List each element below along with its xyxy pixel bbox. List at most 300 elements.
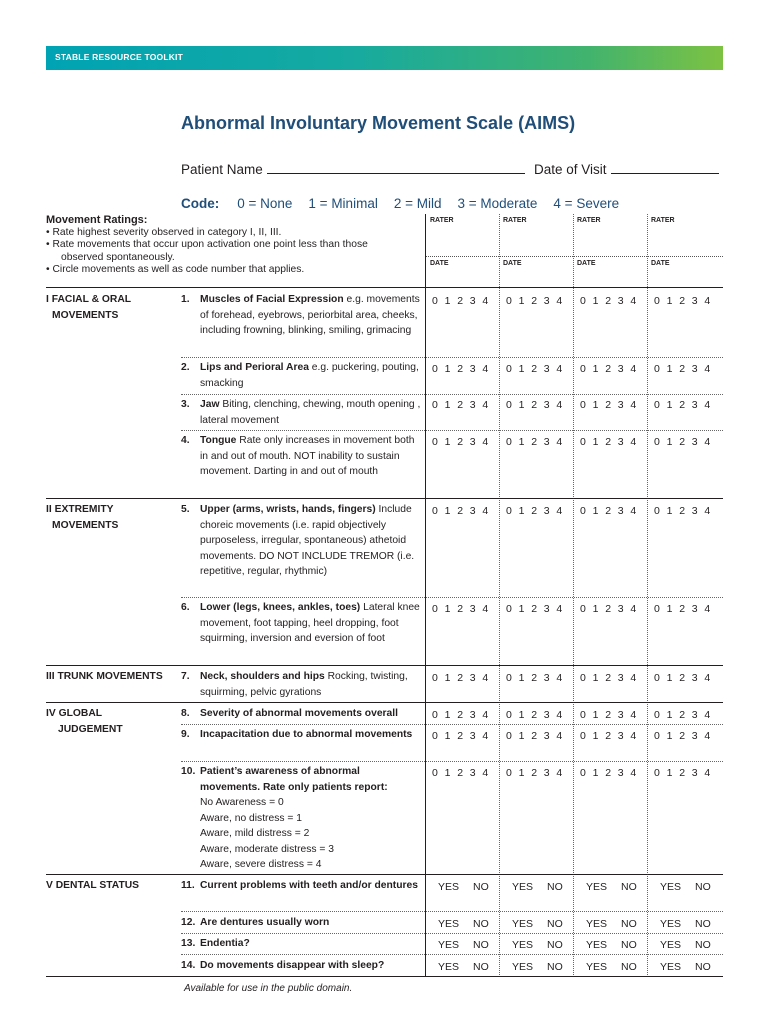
no-option[interactable]: NO [547, 961, 563, 973]
score-options [580, 436, 643, 448]
score-option[interactable]: 3 [691, 363, 698, 375]
item-number: 11. [181, 880, 195, 891]
score-option[interactable]: 2 [679, 505, 686, 517]
yes-no-options [586, 918, 637, 930]
score-option[interactable]: 4 [630, 295, 637, 307]
score-option[interactable]: 1 [444, 363, 451, 375]
score-option[interactable]: 4 [556, 505, 563, 517]
score-option[interactable]: 0 [580, 603, 586, 615]
score-option[interactable]: 3 [691, 730, 698, 742]
score-option[interactable]: 4 [630, 505, 637, 517]
item-title: Are dentures usually worn [200, 917, 330, 928]
score-option[interactable]: 2 [457, 295, 464, 307]
score-option[interactable]: 1 [444, 603, 451, 615]
score-option[interactable]: 3 [617, 672, 624, 684]
yes-option[interactable]: YES [586, 961, 608, 973]
score-option[interactable]: 4 [482, 603, 489, 615]
score-option[interactable]: 0 [580, 363, 586, 375]
score-option[interactable]: 1 [666, 672, 673, 684]
yes-option[interactable]: YES [660, 881, 682, 893]
score-option[interactable]: 0 [506, 363, 512, 375]
score-option[interactable]: 2 [531, 363, 538, 375]
score-option[interactable]: 4 [556, 363, 563, 375]
score-option[interactable]: 0 [654, 603, 660, 615]
no-option[interactable]: NO [695, 918, 711, 930]
score-options [432, 363, 495, 375]
no-option[interactable]: NO [547, 918, 563, 930]
score-option[interactable]: 1 [666, 767, 673, 779]
score-option[interactable]: 1 [518, 709, 525, 721]
score-option[interactable]: 0 [580, 505, 586, 517]
score-option[interactable]: 0 [654, 767, 660, 779]
score-option[interactable]: 4 [630, 603, 637, 615]
score-options [580, 730, 643, 742]
score-options [580, 399, 643, 411]
item-title: Neck, shoulders and hips [200, 671, 325, 682]
score-option[interactable]: 0 [654, 505, 660, 517]
score-options [506, 730, 569, 742]
score-option[interactable]: 1 [666, 730, 673, 742]
score-option[interactable]: 4 [482, 730, 489, 742]
score-option[interactable]: 3 [617, 399, 624, 411]
category-dental [46, 878, 139, 894]
score-option[interactable]: 0 [506, 436, 512, 448]
score-option[interactable]: 2 [457, 436, 464, 448]
date-of-visit-underline[interactable] [611, 162, 719, 174]
score-option[interactable]: 1 [444, 505, 451, 517]
score-option[interactable]: 2 [605, 730, 612, 742]
rater-column-2[interactable] [499, 214, 573, 286]
score-option[interactable]: 4 [482, 295, 489, 307]
score-option[interactable]: 4 [482, 363, 489, 375]
score-options [654, 709, 717, 721]
no-option[interactable]: NO [695, 961, 711, 973]
score-option[interactable]: 4 [482, 767, 489, 779]
score-option[interactable]: 3 [691, 603, 698, 615]
score-option[interactable]: 1 [518, 730, 525, 742]
awareness-option: Aware, no distress = 1 [200, 812, 302, 824]
score-option[interactable]: 3 [469, 603, 476, 615]
score-option[interactable]: 4 [704, 363, 711, 375]
score-option[interactable]: 4 [704, 505, 711, 517]
date-label: DATE [503, 260, 522, 267]
score-option[interactable]: 2 [679, 672, 686, 684]
score-option[interactable]: 3 [691, 505, 698, 517]
score-option[interactable]: 1 [444, 436, 451, 448]
score-option[interactable]: 3 [617, 730, 624, 742]
score-option[interactable]: 1 [592, 672, 599, 684]
category-label: I FACIAL & ORAL [46, 294, 132, 305]
score-option[interactable]: 1 [592, 505, 599, 517]
score-option[interactable]: 2 [457, 363, 464, 375]
item-1 [181, 292, 421, 339]
score-option[interactable]: 2 [679, 436, 686, 448]
score-option[interactable]: 0 [432, 505, 438, 517]
score-option[interactable]: 0 [506, 709, 512, 721]
score-option[interactable]: 1 [592, 399, 599, 411]
score-option[interactable]: 4 [704, 672, 711, 684]
score-option[interactable]: 4 [630, 767, 637, 779]
awareness-option: Aware, severe distress = 4 [200, 859, 322, 870]
no-option[interactable]: NO [621, 881, 637, 893]
score-option[interactable]: 0 [654, 709, 660, 721]
score-option[interactable]: 4 [482, 709, 489, 721]
no-option[interactable]: NO [473, 918, 489, 930]
score-option[interactable]: 3 [469, 295, 476, 307]
no-option[interactable]: NO [547, 939, 563, 951]
score-option[interactable]: 4 [556, 603, 563, 615]
score-option[interactable]: 0 [506, 603, 512, 615]
score-option[interactable]: 2 [457, 709, 464, 721]
score-option[interactable]: 4 [704, 436, 711, 448]
score-option[interactable]: 4 [556, 399, 563, 411]
score-option[interactable]: 4 [630, 709, 637, 721]
score-option[interactable]: 0 [654, 363, 660, 375]
no-option[interactable]: NO [547, 881, 563, 893]
score-option[interactable]: 2 [457, 730, 464, 742]
patient-name-field[interactable] [181, 162, 525, 177]
score-option[interactable]: 4 [704, 295, 711, 307]
score-option[interactable]: 0 [432, 295, 438, 307]
category-extremity [46, 502, 118, 533]
score-option[interactable]: 1 [518, 399, 525, 411]
score-option[interactable]: 3 [617, 603, 624, 615]
score-option[interactable]: 1 [444, 730, 451, 742]
score-option[interactable]: 4 [704, 767, 711, 779]
score-option[interactable]: 1 [444, 767, 451, 779]
score-option[interactable]: 0 [506, 730, 512, 742]
row-divider [181, 357, 723, 358]
yes-option[interactable]: YES [512, 961, 534, 973]
item-number: 1. [181, 294, 190, 305]
yes-option[interactable]: YES [586, 881, 608, 893]
score-option[interactable]: 4 [630, 399, 637, 411]
score-option[interactable]: 3 [469, 730, 476, 742]
score-option[interactable]: 0 [432, 672, 438, 684]
score-option[interactable]: 3 [691, 767, 698, 779]
rater-column-3[interactable] [573, 214, 647, 286]
score-option[interactable]: 3 [617, 363, 624, 375]
score-option[interactable]: 1 [518, 603, 525, 615]
page-title: Abnormal Involuntary Movement Scale (AIMS) [181, 113, 576, 133]
awareness-option: No Awareness = 0 [200, 797, 284, 808]
score-option[interactable]: 1 [518, 767, 525, 779]
score-option[interactable]: 0 [432, 709, 438, 721]
item-title: Severity of abnormal movements overall [200, 708, 399, 719]
date-label: DATE [430, 260, 449, 267]
score-option[interactable]: 0 [654, 295, 660, 307]
score-option[interactable]: 2 [605, 399, 612, 411]
score-option[interactable]: 1 [592, 295, 599, 307]
score-option[interactable]: 0 [580, 672, 586, 684]
item-number: 7. [181, 671, 190, 682]
score-option[interactable]: 1 [592, 730, 599, 742]
score-option[interactable]: 2 [605, 709, 612, 721]
score-option[interactable]: 0 [506, 505, 512, 517]
score-option[interactable]: 2 [531, 730, 538, 742]
yes-option[interactable]: YES [438, 881, 460, 893]
score-option[interactable]: 4 [704, 603, 711, 615]
score-option[interactable]: 0 [580, 436, 586, 448]
score-option[interactable]: 2 [531, 709, 538, 721]
score-option[interactable]: 3 [617, 767, 624, 779]
item-4 [181, 433, 421, 480]
score-option[interactable]: 2 [531, 672, 538, 684]
score-option[interactable]: 3 [543, 505, 550, 517]
score-option[interactable]: 4 [556, 672, 563, 684]
score-option[interactable]: 2 [457, 505, 464, 517]
item-description: e.g. puckering, pouting, smacking [200, 362, 419, 389]
rater-column-1[interactable] [426, 214, 499, 286]
score-option[interactable]: 1 [592, 363, 599, 375]
score-option[interactable]: 4 [556, 730, 563, 742]
yes-option[interactable]: YES [660, 961, 682, 973]
yes-option[interactable]: YES [438, 918, 460, 930]
score-option[interactable]: 3 [543, 767, 550, 779]
score-option[interactable]: 2 [605, 295, 612, 307]
yes-option[interactable]: YES [586, 939, 608, 951]
score-option[interactable]: 3 [469, 505, 476, 517]
score-option[interactable]: 3 [543, 295, 550, 307]
score-options [654, 295, 717, 307]
code-legend [181, 196, 635, 211]
yes-no-options [512, 881, 563, 893]
score-option[interactable]: 2 [679, 295, 686, 307]
date-of-visit-field[interactable] [534, 162, 719, 177]
score-option[interactable]: 3 [469, 709, 476, 721]
section-divider [46, 874, 723, 875]
score-option[interactable]: 1 [518, 363, 525, 375]
score-option[interactable]: 4 [482, 436, 489, 448]
score-option[interactable]: 1 [592, 767, 599, 779]
item-description: Rocking, twisting, squirming, pelvic gyrations [200, 671, 408, 698]
score-option[interactable]: 1 [666, 709, 673, 721]
score-option[interactable]: 0 [432, 767, 438, 779]
score-option[interactable]: 3 [543, 399, 550, 411]
score-options [432, 730, 495, 742]
no-option[interactable]: NO [621, 939, 637, 951]
table-bottom [46, 976, 723, 977]
ratings-heading: Movement Ratings: [46, 214, 148, 226]
score-option[interactable]: 3 [617, 436, 624, 448]
score-option[interactable]: 3 [617, 295, 624, 307]
score-option[interactable]: 1 [444, 399, 451, 411]
score-option[interactable]: 0 [654, 436, 660, 448]
no-option[interactable]: NO [473, 881, 489, 893]
score-option[interactable]: 2 [605, 505, 612, 517]
category-global [46, 706, 123, 737]
score-option[interactable]: 4 [630, 436, 637, 448]
score-option[interactable]: 0 [432, 363, 438, 375]
score-option[interactable]: 2 [605, 603, 612, 615]
score-option[interactable]: 4 [482, 399, 489, 411]
score-option[interactable]: 3 [469, 363, 476, 375]
score-option[interactable]: 3 [691, 672, 698, 684]
score-option[interactable]: 2 [531, 295, 538, 307]
yes-option[interactable]: YES [586, 918, 608, 930]
item-7 [181, 669, 421, 700]
score-option[interactable]: 0 [580, 730, 586, 742]
score-options [580, 767, 643, 779]
score-option[interactable]: 4 [556, 709, 563, 721]
score-options [506, 295, 569, 307]
score-options [654, 399, 717, 411]
score-option[interactable]: 3 [469, 672, 476, 684]
item-title: Tongue [200, 435, 237, 446]
score-option[interactable]: 3 [543, 730, 550, 742]
score-option[interactable]: 1 [592, 603, 599, 615]
score-option[interactable]: 1 [666, 399, 673, 411]
score-option[interactable]: 0 [432, 436, 438, 448]
score-options [432, 399, 495, 411]
score-option[interactable]: 2 [605, 767, 612, 779]
score-option[interactable]: 2 [679, 399, 686, 411]
score-option[interactable]: 0 [506, 767, 512, 779]
score-options [506, 363, 569, 375]
item-title: Lips and Perioral Area [200, 362, 309, 373]
score-option[interactable]: 2 [605, 363, 612, 375]
score-option[interactable]: 2 [457, 672, 464, 684]
row-divider [181, 761, 723, 762]
score-option[interactable]: 4 [482, 505, 489, 517]
score-options [580, 672, 643, 684]
score-option[interactable]: 2 [679, 709, 686, 721]
score-option[interactable]: 0 [654, 672, 660, 684]
score-option[interactable]: 3 [691, 399, 698, 411]
yes-option[interactable]: YES [660, 918, 682, 930]
score-option[interactable]: 1 [666, 363, 673, 375]
score-option[interactable]: 1 [666, 603, 673, 615]
score-option[interactable]: 4 [704, 730, 711, 742]
score-option[interactable]: 0 [580, 399, 586, 411]
score-option[interactable]: 2 [605, 436, 612, 448]
score-option[interactable]: 1 [592, 709, 599, 721]
score-option[interactable]: 2 [679, 363, 686, 375]
score-option[interactable]: 1 [592, 436, 599, 448]
yes-option[interactable]: YES [512, 918, 534, 930]
score-option[interactable]: 3 [469, 767, 476, 779]
score-option[interactable]: 3 [691, 709, 698, 721]
score-option[interactable]: 2 [457, 603, 464, 615]
score-option[interactable]: 4 [630, 672, 637, 684]
score-option[interactable]: 2 [457, 399, 464, 411]
score-option[interactable]: 0 [506, 672, 512, 684]
score-option[interactable]: 2 [531, 767, 538, 779]
score-option[interactable]: 0 [506, 399, 512, 411]
score-option[interactable]: 0 [654, 399, 660, 411]
rater-label: RATER [651, 217, 675, 224]
score-option[interactable]: 0 [432, 730, 438, 742]
score-option[interactable]: 1 [444, 709, 451, 721]
score-option[interactable]: 2 [457, 767, 464, 779]
yes-option[interactable]: YES [512, 939, 534, 951]
score-options [432, 436, 495, 448]
score-option[interactable]: 3 [617, 505, 624, 517]
yes-no-options [660, 961, 711, 973]
score-option[interactable]: 4 [556, 767, 563, 779]
score-option[interactable]: 1 [666, 436, 673, 448]
score-option[interactable]: 1 [518, 505, 525, 517]
score-option[interactable]: 3 [469, 436, 476, 448]
score-option[interactable]: 0 [506, 295, 512, 307]
item-11 [181, 878, 421, 894]
section-divider [46, 702, 723, 703]
yes-option[interactable]: YES [660, 939, 682, 951]
score-option[interactable]: 2 [679, 767, 686, 779]
category-label: V DENTAL STATUS [46, 880, 140, 891]
no-option[interactable]: NO [695, 939, 711, 951]
score-options [432, 505, 495, 517]
score-option[interactable]: 4 [704, 709, 711, 721]
score-option[interactable]: 3 [691, 436, 698, 448]
score-option[interactable]: 4 [630, 363, 637, 375]
score-option[interactable]: 1 [666, 295, 673, 307]
category-label: JUDGEMENT [58, 723, 123, 735]
yes-option[interactable]: YES [512, 881, 534, 893]
score-option[interactable]: 1 [518, 672, 525, 684]
no-option[interactable]: NO [473, 961, 489, 973]
item-number: 10. [181, 766, 196, 777]
score-options [654, 672, 717, 684]
score-option[interactable]: 2 [531, 505, 538, 517]
yes-option[interactable]: YES [438, 961, 460, 973]
score-option[interactable]: 3 [543, 672, 550, 684]
no-option[interactable]: NO [473, 939, 489, 951]
score-option[interactable]: 1 [518, 295, 525, 307]
rater-column-4[interactable] [647, 214, 723, 286]
no-option[interactable]: NO [621, 961, 637, 973]
score-option[interactable]: 0 [432, 603, 438, 615]
score-option[interactable]: 2 [531, 436, 538, 448]
score-option[interactable]: 0 [654, 730, 660, 742]
score-option[interactable]: 1 [444, 295, 451, 307]
yes-option[interactable]: YES [438, 939, 460, 951]
score-option[interactable]: 4 [556, 436, 563, 448]
no-option[interactable]: NO [621, 918, 637, 930]
yes-no-options [512, 918, 563, 930]
score-option[interactable]: 1 [666, 505, 673, 517]
score-option[interactable]: 4 [630, 730, 637, 742]
score-option[interactable]: 0 [580, 767, 586, 779]
item-3 [181, 397, 421, 428]
awareness-option: Aware, mild distress = 2 [200, 828, 310, 839]
score-option[interactable]: 3 [469, 399, 476, 411]
score-option[interactable]: 0 [580, 709, 586, 721]
score-option[interactable]: 3 [543, 363, 550, 375]
column-divider [499, 214, 500, 977]
score-option[interactable]: 2 [605, 672, 612, 684]
patient-name-underline[interactable] [267, 162, 525, 174]
item-title: Current problems with teeth and/or dentures [200, 880, 418, 891]
score-option[interactable]: 3 [543, 603, 550, 615]
score-option[interactable]: 2 [531, 603, 538, 615]
score-option[interactable]: 2 [679, 730, 686, 742]
score-option[interactable]: 2 [679, 603, 686, 615]
score-option[interactable]: 4 [482, 672, 489, 684]
score-option[interactable]: 3 [543, 709, 550, 721]
score-option[interactable]: 2 [531, 399, 538, 411]
no-option[interactable]: NO [695, 881, 711, 893]
score-option[interactable]: 3 [617, 709, 624, 721]
score-option[interactable]: 1 [444, 672, 451, 684]
score-option[interactable]: 1 [518, 436, 525, 448]
score-option[interactable]: 3 [691, 295, 698, 307]
score-option[interactable]: 0 [580, 295, 586, 307]
score-option[interactable]: 4 [704, 399, 711, 411]
score-option[interactable]: 3 [543, 436, 550, 448]
score-option[interactable]: 4 [556, 295, 563, 307]
score-option[interactable]: 0 [432, 399, 438, 411]
